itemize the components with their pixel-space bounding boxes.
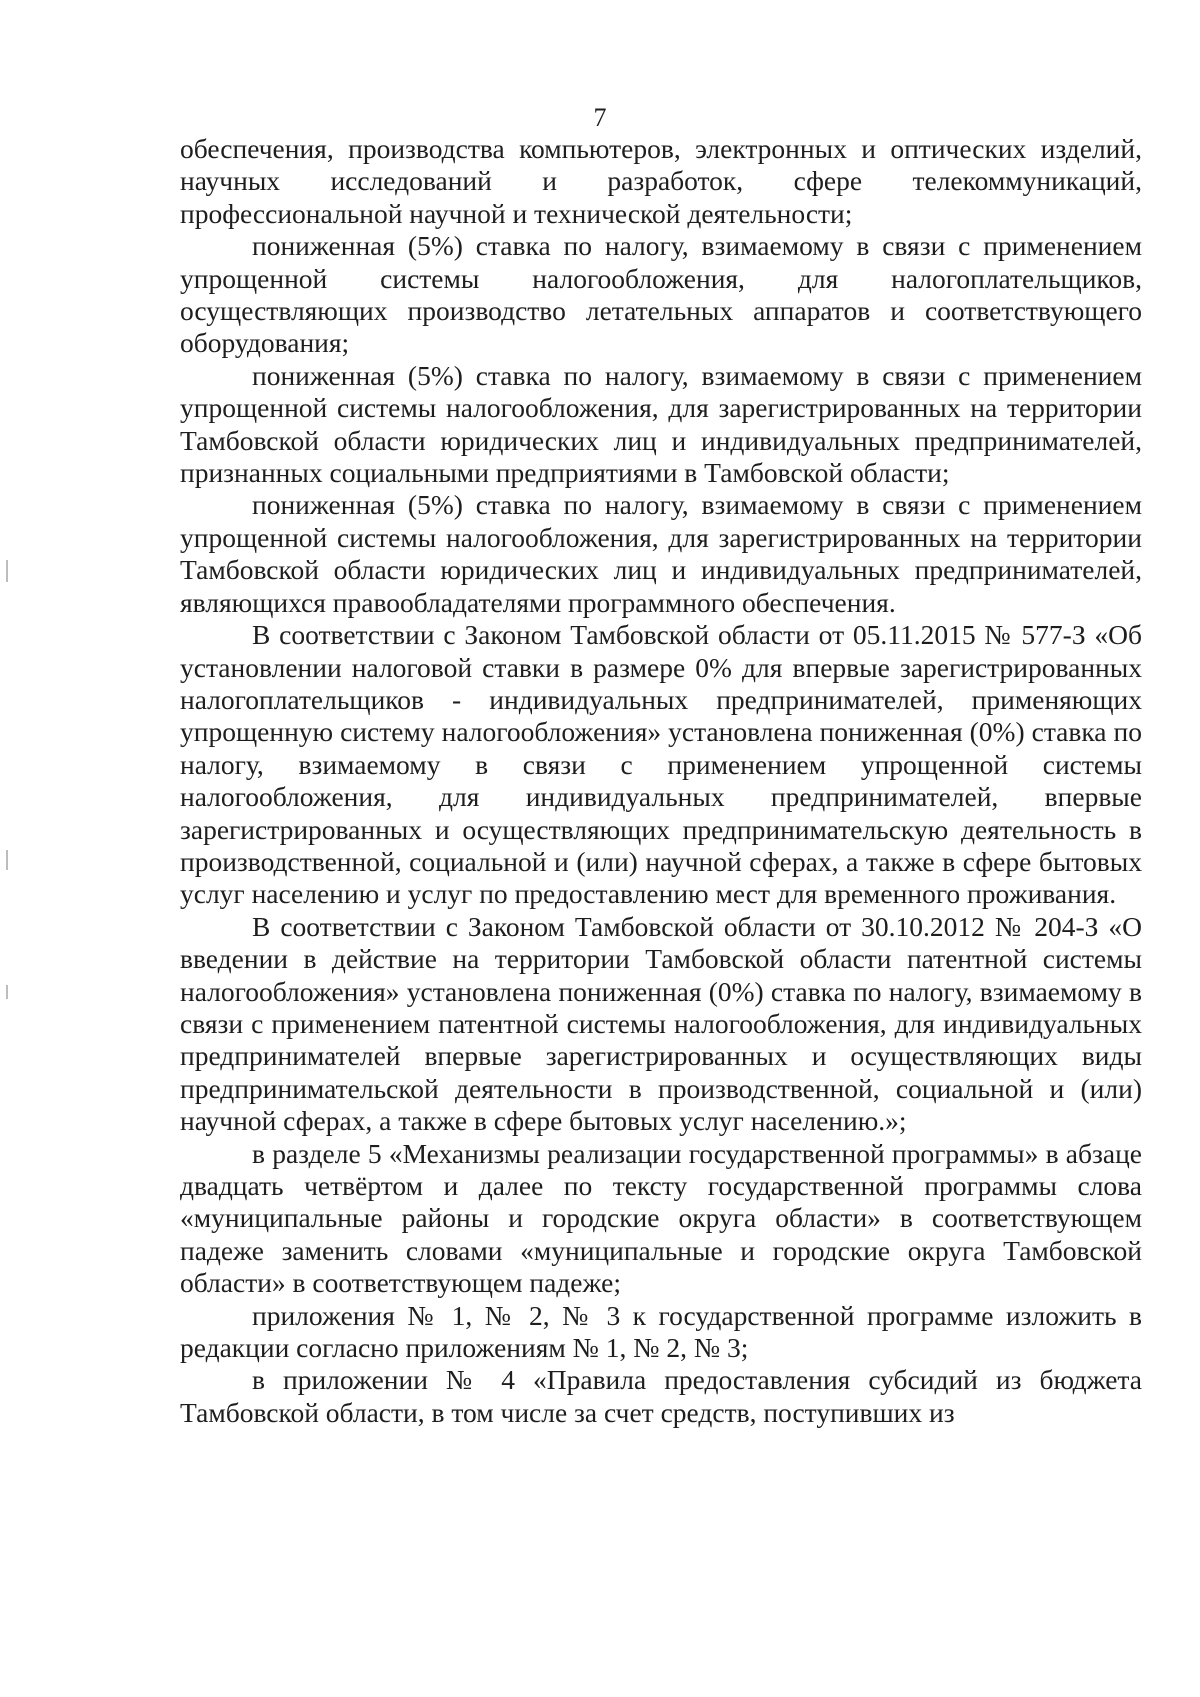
scan-margin-mark xyxy=(6,560,8,582)
paragraph: пониженная (5%) ставка по налогу, взимаемому в связи с применением упрощенной системы налогообложения, для зарегистрированных на территории Тамбовской области юридических лиц и индивидуальных предпринимателей, являющихся правообладателями программного обеспечения. xyxy=(180,489,1142,618)
paragraph: обеспечения, производства компьютеров, электронных и оптических изделий, научных исследований и разработок, сфере телекоммуникаций, профессиональной научной и технической деятельности; xyxy=(180,133,1142,229)
paragraph: пониженная (5%) ставка по налогу, взимаемому в связи с применением упрощенной системы налогообложения, для налогоплательщиков, осуществляющих производство летательных аппаратов и соответствующего оборудования; xyxy=(180,230,1142,359)
paragraph: В соответствии с Законом Тамбовской области от 30.10.2012 № 204-З «О введении в действие на территории Тамбовской области патентной системы налогообложения» установлена пониженная (0%) ставка по налогу, взимаемому в связи с применением патентной системы налогообложения, для индивидуальных предпринимателей впервые зарегистрированных и осуществляющих виды предпринимательской деятельности в производственной, социальной и (или) научной сферах, а также в сфере бытовых услуг населению.»; xyxy=(180,910,1142,1137)
paragraph: в приложении № 4 «Правила предоставления субсидий из бюджета Тамбовской области, в том числе за счет средств, поступивших из xyxy=(180,1364,1142,1428)
paragraph: пониженная (5%) ставка по налогу, взимаемому в связи с применением упрощенной системы налогообложения, для зарегистрированных на территории Тамбовской области юридических лиц и индивидуальных предпринимателей, признанных социальными предприятиями в Тамбовской области; xyxy=(180,359,1142,489)
paragraph: в разделе 5 «Механизмы реализации государственной программы» в абзаце двадцать четвёртом и далее по тексту государственной программы слова «муниципальные районы и городские округа области» в соответствующем падеже заменить словами «муниципальные и городские округа Тамбовской области» в соответствующем падеже; xyxy=(180,1137,1142,1299)
page-number: 7 xyxy=(593,103,607,132)
paragraph: приложения № 1, № 2, № 3 к государственной программе изложить в редакции согласно приложениям № 1, № 2, № 3; xyxy=(180,1299,1142,1364)
document-body xyxy=(180,133,1142,1429)
scan-margin-mark xyxy=(6,850,8,870)
scan-margin-mark xyxy=(6,985,8,999)
paragraph: В соответствии с Законом Тамбовской области от 05.11.2015 № 577-З «Об установлении налоговой ставки в размере 0% для впервые зарегистрированных налогоплательщиков - индивидуальных предпринимателей, применяющих упрощенную систему налогообложения» установлена пониженная (0%) ставка по налогу, взимаемому в связи с применением упрощенной системы налогообложения, для индивидуальных предпринимателей, впервые зарегистрированных и осуществляющих предпринимательскую деятельность в производственной, социальной и (или) научной сферах, а также в сфере бытовых услуг населению и услуг по предоставлению мест для временного проживания. xyxy=(180,619,1142,910)
